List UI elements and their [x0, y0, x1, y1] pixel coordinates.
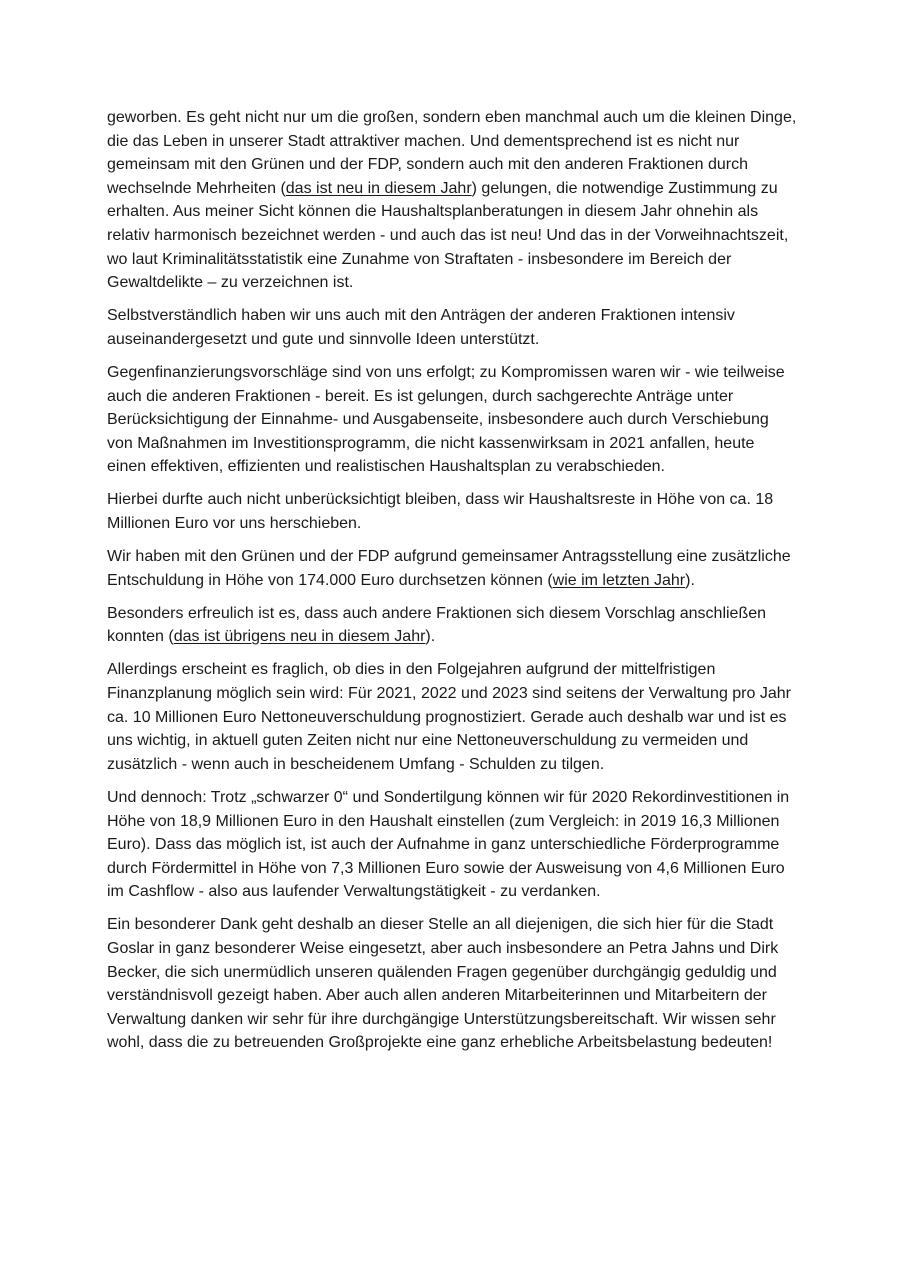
paragraph-text: Wir haben mit den Grünen und der FDP aufgrund gemeinsamer Antragsstellung eine zusätzliche Entschuldung in Höhe von 174.000 Euro durchsetzen können (	[107, 548, 791, 589]
paragraph-text: Gegenfinanzierungsvorschläge sind von uns erfolgt; zu Kompromissen waren wir - wie teilweise auch die anderen Fraktionen - bereit. Es ist gelungen, durch sachgerechte Anträge unter Berücksichtigung der Einnahme- und Ausgabenseite, insbesondere auch durch Verschiebung von Maßnahmen im Investitionsprogramm, die nicht kassenwirksam in 2021 anfallen, heute einen effektiven, effizienten und realistischen Haushaltsplan zu verabschieden.	[107, 363, 785, 476]
paragraph-text: Allerdings erscheint es fraglich, ob dies in den Folgejahren aufgrund der mittelfristigen Finanzplanung möglich sein wird: Für 2021, 2022 und 2023 sind seitens der Verwaltung pro Jahr ca. 10 Millionen Euro Nettoneuverschuldung prognostiziert. Gerade auch deshalb war und ist es uns wichtig, in aktuell guten Zeiten nicht nur eine Nettoneuverschuldung zu vermeiden und zusätzlich - wenn auch in bescheidenem Umfang - Schulden zu tilgen.	[107, 661, 791, 773]
underlined-note: das ist neu in diesem Jahr	[285, 179, 472, 197]
document-page	[107, 106, 797, 1064]
paragraph-text: Hierbei durfte auch nicht unberücksichtigt bleiben, dass wir Haushaltsreste in Höhe von ca. 18 Millionen Euro vor uns herschieben.	[107, 491, 774, 532]
paragraph-text: Und dennoch: Trotz „schwarzer 0“ und Sondertilgung können wir für 2020 Rekordinvestitionen in Höhe von 18,9 Millionen Euro in den Haushalt einstellen (zum Vergleich: in 2019 16,3 Millionen Euro). Dass das möglich ist, ist auch der Aufnahme in ganz unterschiedliche Förderprogramme durch Fördermittel in Höhe von 7,3 Millionen Euro sowie der Ausweisung von 4,6 Millionen Euro im Cashflow - also aus laufender Verwaltungstätigkeit - zu verdanken.	[107, 788, 790, 901]
underlined-note: wie im letzten Jahr	[552, 571, 686, 589]
paragraph-8	[107, 786, 797, 904]
paragraph-text: Selbstverständlich haben wir uns auch mit den Anträgen der anderen Fraktionen intensiv auseinandergesetzt und gute und sinnvolle Ideen unterstützt.	[107, 307, 735, 348]
paragraph-3	[107, 361, 797, 479]
paragraph-7	[107, 658, 797, 776]
paragraph-2	[107, 304, 797, 351]
paragraph-5	[107, 545, 797, 592]
paragraph-4	[107, 488, 797, 535]
paragraph-text: geworben. Es geht nicht nur um die großen, sondern eben manchmal auch um die kleinen Dinge, die das Leben in unserer Stadt attraktiver machen. Und dementsprechend ist es nicht nur gemeinsam mit den Grünen und der FDP, sondern auch mit den anderen Fraktionen durch wechselnde Mehrheiten (	[107, 109, 797, 197]
paragraph-9	[107, 913, 797, 1055]
underlined-note: das ist übrigens neu in diesem Jahr	[173, 628, 426, 646]
paragraph-1	[107, 106, 797, 295]
paragraph-6	[107, 602, 797, 649]
paragraph-text: ).	[425, 628, 436, 646]
paragraph-text: ).	[685, 571, 695, 589]
paragraph-text: ) gelungen, die notwendige Zustimmung zu erhalten. Aus meiner Sicht können die Haushaltsplanberatungen in diesem Jahr ohnehin als relativ harmonisch bezeichnet werden - und auch das ist neu! Und das in der Vorweihnachtszeit, wo laut Kriminalitätsstatistik eine Zunahme von Straftaten - insbesondere im Bereich der Gewaltdelikte – zu verzeichnen ist.	[107, 179, 789, 292]
paragraph-text: Besonders erfreulich ist es, dass auch andere Fraktionen sich diesem Vorschlag anschließen konnten (	[107, 604, 767, 646]
paragraph-text: Ein besonderer Dank geht deshalb an dieser Stelle an all diejenigen, die sich hier für die Stadt Goslar in ganz besonderer Weise eingesetzt, aber auch insbesondere an Petra Jahns und Dirk Becker, die sich unermüdlich unseren quälenden Fragen gegenüber durchgängig geduldig und verständnisvoll gezeigt haben. Aber auch allen anderen Mitarbeiterinnen und Mitarbeitern der Verwaltung danken wir sehr für ihre durchgängige Unterstützungsbereitschaft. Wir wissen sehr wohl, dass die zu betreuenden Großprojekte eine ganz erhebliche Arbeitsbelastung bedeuten!	[107, 916, 779, 1052]
